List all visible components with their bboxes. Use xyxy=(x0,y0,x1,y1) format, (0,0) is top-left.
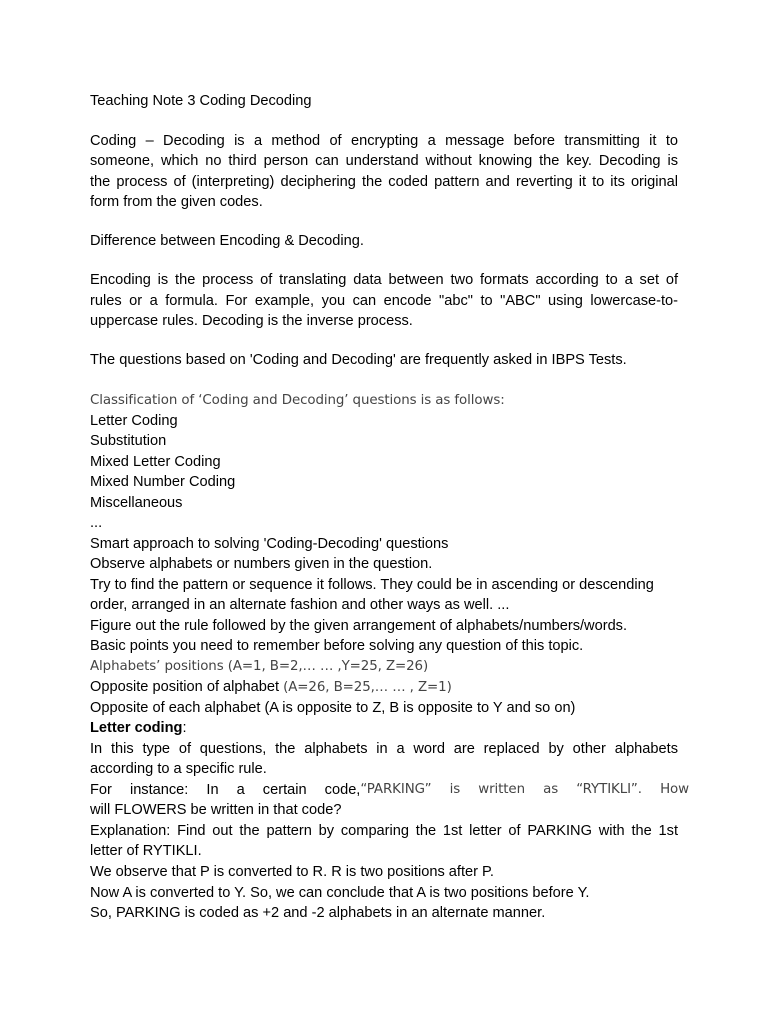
explanation-line: So, PARKING is coded as +2 and -2 alphabets in an alternate manner. xyxy=(90,905,546,921)
classification-heading: Classification of ‘Coding and Decoding’ questions is as follows: xyxy=(90,393,505,408)
example-line xyxy=(90,780,689,800)
example-prefix: For instance: In a certain code, xyxy=(90,782,361,798)
intro-line: someone, which no third person can understand without knowing the key. Decoding is xyxy=(90,153,678,169)
tip-line: Figure out the rule followed by the given arrangement of alphabets/numbers/words. xyxy=(90,618,628,634)
classification-item: Miscellaneous xyxy=(90,495,183,511)
classification-item: Letter Coding xyxy=(90,413,178,429)
classification-item: Substitution xyxy=(90,433,167,449)
example-quote: “PARKING” is written as “RYTIKLI”. How xyxy=(360,782,689,797)
intro-line: form from the given codes. xyxy=(90,194,263,210)
opposite-position-label: Opposite position of alphabet xyxy=(90,679,284,695)
classification-item: ... xyxy=(90,515,103,531)
intro-line: Coding – Decoding is a method of encrypting a message before transmitting it to xyxy=(90,133,678,149)
tip-line: order, arranged in an alternate fashion and other ways as well. ... xyxy=(90,597,510,613)
explanation-line: Now A is converted to Y. So, we can conclude that A is two positions before Y. xyxy=(90,885,590,901)
example-question: will FLOWERS be written in that code? xyxy=(90,802,342,818)
encoding-line: rules or a formula. For example, you can encode "abc" to "ABC" using lowercase-to- xyxy=(90,293,678,309)
classification-item: Mixed Number Coding xyxy=(90,474,236,490)
opposite-position-line xyxy=(90,677,678,698)
opposite-each-line: Opposite of each alphabet (A is opposite to Z, B is opposite to Y and so on) xyxy=(90,700,576,716)
tip-line: Observe alphabets or numbers given in the question. xyxy=(90,556,433,572)
opposite-position-values: (A=26, B=25,… … , Z=1) xyxy=(283,680,452,695)
smart-approach-heading: Smart approach to solving 'Coding-Decoding' questions xyxy=(90,536,449,552)
encoding-line: uppercase rules. Decoding is the inverse process. xyxy=(90,313,413,329)
letter-coding-heading: Letter coding xyxy=(90,720,183,736)
letter-coding-colon: : xyxy=(182,720,187,736)
explanation-line: We observe that P is converted to R. R is two positions after P. xyxy=(90,864,494,880)
document-title: Teaching Note 3 Coding Decoding xyxy=(90,93,312,109)
intro-line: the process of (interpreting) deciphering the coded pattern and reverting it to its original xyxy=(90,174,678,190)
explanation-line: Explanation: Find out the pattern by comparing the 1st letter of PARKING with the 1st xyxy=(90,823,678,839)
difference-heading: Difference between Encoding & Decoding. xyxy=(90,233,364,249)
tip-line: Basic points you need to remember before solving any question of this topic. xyxy=(90,638,584,654)
ibps-note: The questions based on 'Coding and Decoding' are frequently asked in IBPS Tests. xyxy=(90,352,627,368)
classification-item: Mixed Letter Coding xyxy=(90,454,221,470)
tip-line: Try to find the pattern or sequence it follows. They could be in ascending or descending xyxy=(90,577,654,593)
explanation-line: letter of RYTIKLI. xyxy=(90,843,202,859)
letter-coding-line: In this type of questions, the alphabets in a word are replaced by other alphabets xyxy=(90,741,678,757)
encoding-line: Encoding is the process of translating data between two formats according to a set of xyxy=(90,272,678,288)
alphabet-positions: Alphabets’ positions (A=1, B=2,… … ,Y=25, Z=26) xyxy=(90,659,429,674)
letter-coding-heading-line xyxy=(90,718,678,738)
letter-coding-line: according to a specific rule. xyxy=(90,761,267,777)
